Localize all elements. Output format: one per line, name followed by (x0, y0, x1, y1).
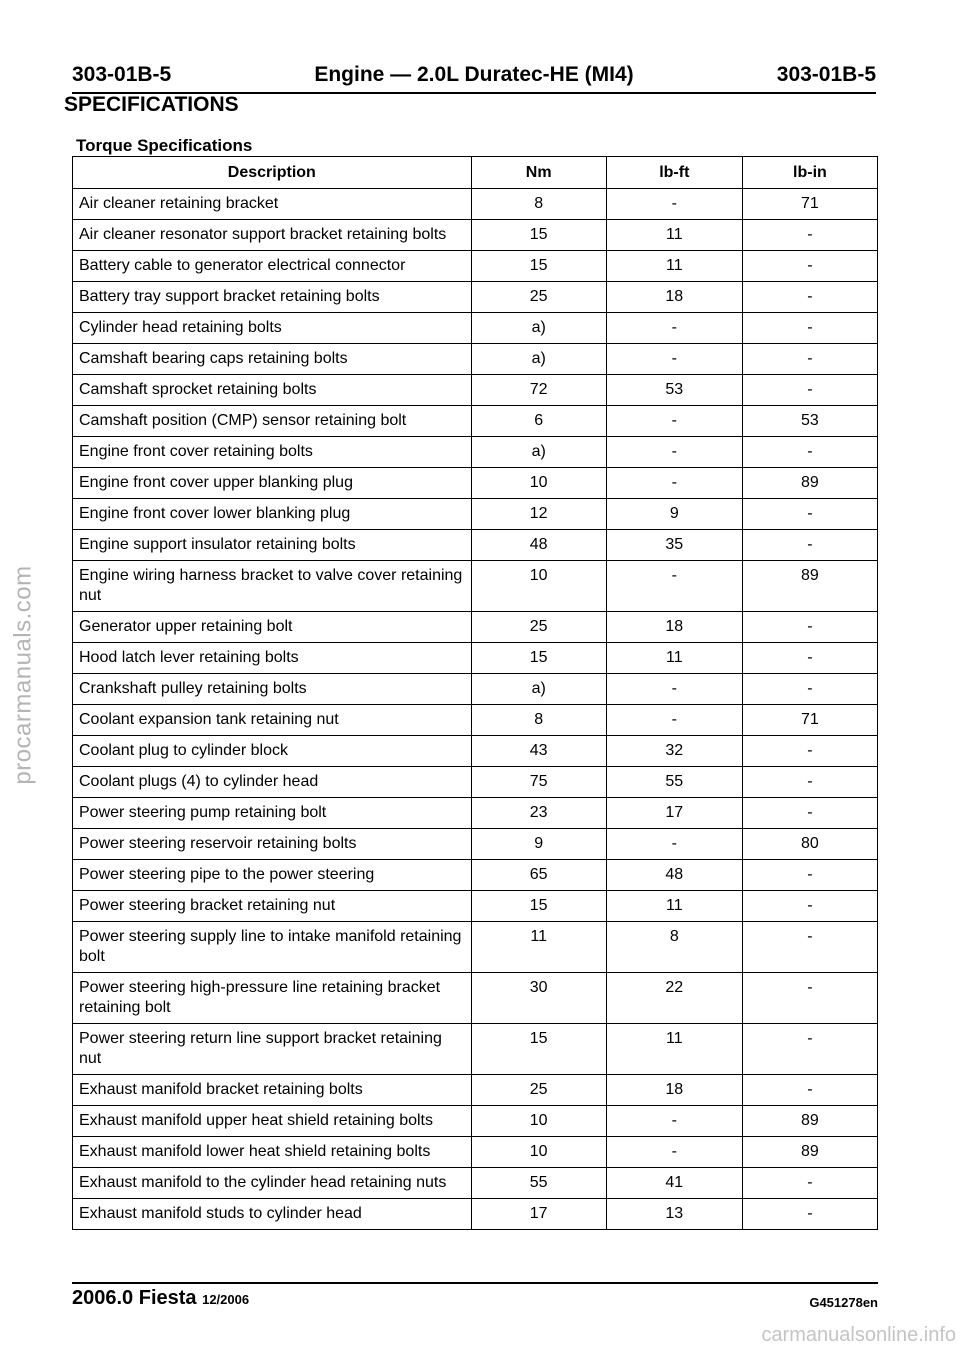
cell-nm: 43 (471, 736, 606, 767)
cell-nm: 12 (471, 499, 606, 530)
cell-lbin: - (742, 437, 877, 468)
cell-nm: a) (471, 674, 606, 705)
cell-lbin: - (742, 643, 877, 674)
cell-lbft: - (606, 344, 742, 375)
cell-lbft: 55 (606, 767, 742, 798)
cell-nm: 25 (471, 612, 606, 643)
table-row (73, 643, 878, 674)
cell-lbin: - (742, 674, 877, 705)
cell-nm: 10 (471, 468, 606, 499)
cell-description: Generator upper retaining bolt (73, 612, 472, 643)
cell-description: Camshaft bearing caps retaining bolts (73, 344, 472, 375)
cell-nm: 10 (471, 561, 606, 612)
cell-description: Cylinder head retaining bolts (73, 313, 472, 344)
header-right-code: 303-01B-5 (776, 63, 876, 86)
cell-lbft: 35 (606, 530, 742, 561)
left-watermark (4, 555, 44, 795)
cell-lbin: - (742, 736, 877, 767)
cell-description: Power steering high-pressure line retaining bracket retaining bolt (73, 973, 472, 1024)
column-header-description: Description (73, 157, 472, 189)
footer-model-name: 2006.0 Fiesta (72, 1287, 197, 1309)
cell-description: Crankshaft pulley retaining bolts (73, 674, 472, 705)
cell-lbft: 17 (606, 798, 742, 829)
footer-doc-code: G451278en (809, 1295, 878, 1310)
cell-description: Power steering bracket retaining nut (73, 891, 472, 922)
cell-lbin: - (742, 612, 877, 643)
cell-lbft: - (606, 189, 742, 220)
bottom-watermark: carmanualsonline.info (761, 1324, 956, 1346)
cell-description: Power steering supply line to intake manifold retaining bolt (73, 922, 472, 973)
header-left-code: 303-01B-5 (72, 63, 172, 86)
cell-lbin: - (742, 1199, 877, 1230)
cell-lbft: - (606, 313, 742, 344)
cell-description: Power steering reservoir retaining bolts (73, 829, 472, 860)
cell-description: Exhaust manifold bracket retaining bolts (73, 1075, 472, 1106)
page-footer (72, 1282, 878, 1310)
table-row (73, 674, 878, 705)
cell-nm: 15 (471, 220, 606, 251)
cell-nm: a) (471, 344, 606, 375)
cell-description: Exhaust manifold studs to cylinder head (73, 1199, 472, 1230)
cell-nm: 30 (471, 973, 606, 1024)
cell-lbin: - (742, 860, 877, 891)
table-row (73, 612, 878, 643)
table-row (73, 220, 878, 251)
cell-lbin: 53 (742, 406, 877, 437)
cell-nm: 25 (471, 1075, 606, 1106)
cell-nm: 48 (471, 530, 606, 561)
cell-lbin: 89 (742, 1106, 877, 1137)
table-row (73, 189, 878, 220)
cell-lbin: - (742, 798, 877, 829)
cell-lbin: - (742, 530, 877, 561)
table-row (73, 705, 878, 736)
table-row (73, 499, 878, 530)
cell-description: Power steering pump retaining bolt (73, 798, 472, 829)
cell-lbin: 80 (742, 829, 877, 860)
table-row (73, 1168, 878, 1199)
cell-nm: 65 (471, 860, 606, 891)
cell-nm: 75 (471, 767, 606, 798)
table-row (73, 406, 878, 437)
sub-title: Torque Specifications (76, 136, 253, 155)
cell-lbft: - (606, 437, 742, 468)
cell-lbft: 18 (606, 282, 742, 313)
cell-lbft: - (606, 705, 742, 736)
table-row (73, 973, 878, 1024)
cell-nm: a) (471, 313, 606, 344)
cell-description: Engine support insulator retaining bolts (73, 530, 472, 561)
cell-description: Coolant plug to cylinder block (73, 736, 472, 767)
cell-lbft: 18 (606, 612, 742, 643)
table-row (73, 736, 878, 767)
cell-description: Camshaft position (CMP) sensor retaining bolt (73, 406, 472, 437)
cell-nm: 55 (471, 1168, 606, 1199)
cell-lbin: - (742, 1075, 877, 1106)
cell-nm: 15 (471, 1024, 606, 1075)
table-row (73, 922, 878, 973)
cell-lbft: - (606, 1137, 742, 1168)
cell-lbin: 71 (742, 705, 877, 736)
cell-nm: 17 (471, 1199, 606, 1230)
cell-lbft: - (606, 561, 742, 612)
cell-lbft: - (606, 829, 742, 860)
cell-lbft: 41 (606, 1168, 742, 1199)
table-row (73, 1106, 878, 1137)
column-header-nm: Nm (471, 157, 606, 189)
cell-nm: a) (471, 437, 606, 468)
cell-lbin: - (742, 313, 877, 344)
cell-description: Air cleaner retaining bracket (73, 189, 472, 220)
cell-lbft: 8 (606, 922, 742, 973)
cell-nm: 9 (471, 829, 606, 860)
left-watermark-text: procarmanuals.com (10, 565, 37, 785)
table-header-row (73, 157, 878, 189)
cell-description: Engine front cover upper blanking plug (73, 468, 472, 499)
cell-description: Exhaust manifold upper heat shield retaining bolts (73, 1106, 472, 1137)
cell-lbin: - (742, 499, 877, 530)
cell-lbin: - (742, 344, 877, 375)
table-row (73, 1199, 878, 1230)
footer-date: 12/2006 (202, 1292, 250, 1307)
cell-description: Hood latch lever retaining bolts (73, 643, 472, 674)
cell-description: Engine front cover retaining bolts (73, 437, 472, 468)
cell-lbft: 11 (606, 891, 742, 922)
cell-nm: 25 (471, 282, 606, 313)
table-row (73, 798, 878, 829)
cell-lbft: 13 (606, 1199, 742, 1230)
cell-lbin: - (742, 1168, 877, 1199)
column-header-lbin: lb-in (742, 157, 877, 189)
table-row (73, 530, 878, 561)
cell-description: Battery cable to generator electrical connector (73, 251, 472, 282)
cell-description: Exhaust manifold to the cylinder head retaining nuts (73, 1168, 472, 1199)
cell-nm: 6 (471, 406, 606, 437)
column-header-lbft: lb-ft (606, 157, 742, 189)
cell-lbft: - (606, 674, 742, 705)
cell-description: Coolant plugs (4) to cylinder head (73, 767, 472, 798)
cell-nm: 72 (471, 375, 606, 406)
table-row (73, 767, 878, 798)
section-title: SPECIFICATIONS (64, 93, 239, 116)
cell-lbft: 11 (606, 251, 742, 282)
cell-description: Exhaust manifold lower heat shield retaining bolts (73, 1137, 472, 1168)
table-body (73, 189, 878, 1230)
cell-lbin: - (742, 767, 877, 798)
table-row (73, 251, 878, 282)
cell-lbin: 89 (742, 1137, 877, 1168)
cell-description: Power steering pipe to the power steering (73, 860, 472, 891)
table-row (73, 1137, 878, 1168)
table-row (73, 561, 878, 612)
cell-lbft: - (606, 468, 742, 499)
cell-nm: 15 (471, 891, 606, 922)
table-row (73, 860, 878, 891)
cell-lbin: - (742, 973, 877, 1024)
table-row (73, 891, 878, 922)
cell-lbft: 11 (606, 643, 742, 674)
table-row (73, 282, 878, 313)
table-row (73, 468, 878, 499)
cell-lbin: 89 (742, 468, 877, 499)
cell-nm: 15 (471, 251, 606, 282)
cell-nm: 8 (471, 189, 606, 220)
cell-lbft: 48 (606, 860, 742, 891)
cell-lbft: 9 (606, 499, 742, 530)
cell-lbft: 11 (606, 1024, 742, 1075)
torque-spec-table (72, 156, 878, 1230)
cell-lbin: - (742, 375, 877, 406)
cell-nm: 10 (471, 1137, 606, 1168)
cell-nm: 23 (471, 798, 606, 829)
table-row (73, 1075, 878, 1106)
footer-model (72, 1287, 249, 1310)
cell-lbin: - (742, 251, 877, 282)
table-row (73, 375, 878, 406)
cell-nm: 11 (471, 922, 606, 973)
cell-nm: 8 (471, 705, 606, 736)
cell-nm: 10 (471, 1106, 606, 1137)
table-row (73, 344, 878, 375)
cell-lbft: - (606, 406, 742, 437)
page-header (72, 58, 876, 94)
cell-description: Air cleaner resonator support bracket retaining bolts (73, 220, 472, 251)
cell-description: Battery tray support bracket retaining bolts (73, 282, 472, 313)
cell-description: Engine front cover lower blanking plug (73, 499, 472, 530)
cell-lbft: 11 (606, 220, 742, 251)
cell-lbft: 22 (606, 973, 742, 1024)
cell-lbin: 89 (742, 561, 877, 612)
cell-nm: 15 (471, 643, 606, 674)
table-row (73, 437, 878, 468)
cell-lbft: - (606, 1106, 742, 1137)
cell-description: Engine wiring harness bracket to valve cover retaining nut (73, 561, 472, 612)
cell-lbin: - (742, 1024, 877, 1075)
header-title: Engine — 2.0L Duratec-HE (MI4) (314, 63, 634, 86)
cell-lbft: 18 (606, 1075, 742, 1106)
cell-description: Power steering return line support bracket retaining nut (73, 1024, 472, 1075)
cell-lbft: 32 (606, 736, 742, 767)
cell-lbin: - (742, 220, 877, 251)
cell-lbin: - (742, 282, 877, 313)
table-row (73, 1024, 878, 1075)
cell-lbft: 53 (606, 375, 742, 406)
cell-description: Camshaft sprocket retaining bolts (73, 375, 472, 406)
table-row (73, 313, 878, 344)
cell-lbin: 71 (742, 189, 877, 220)
cell-lbin: - (742, 891, 877, 922)
cell-description: Coolant expansion tank retaining nut (73, 705, 472, 736)
cell-lbin: - (742, 922, 877, 973)
table-row (73, 829, 878, 860)
